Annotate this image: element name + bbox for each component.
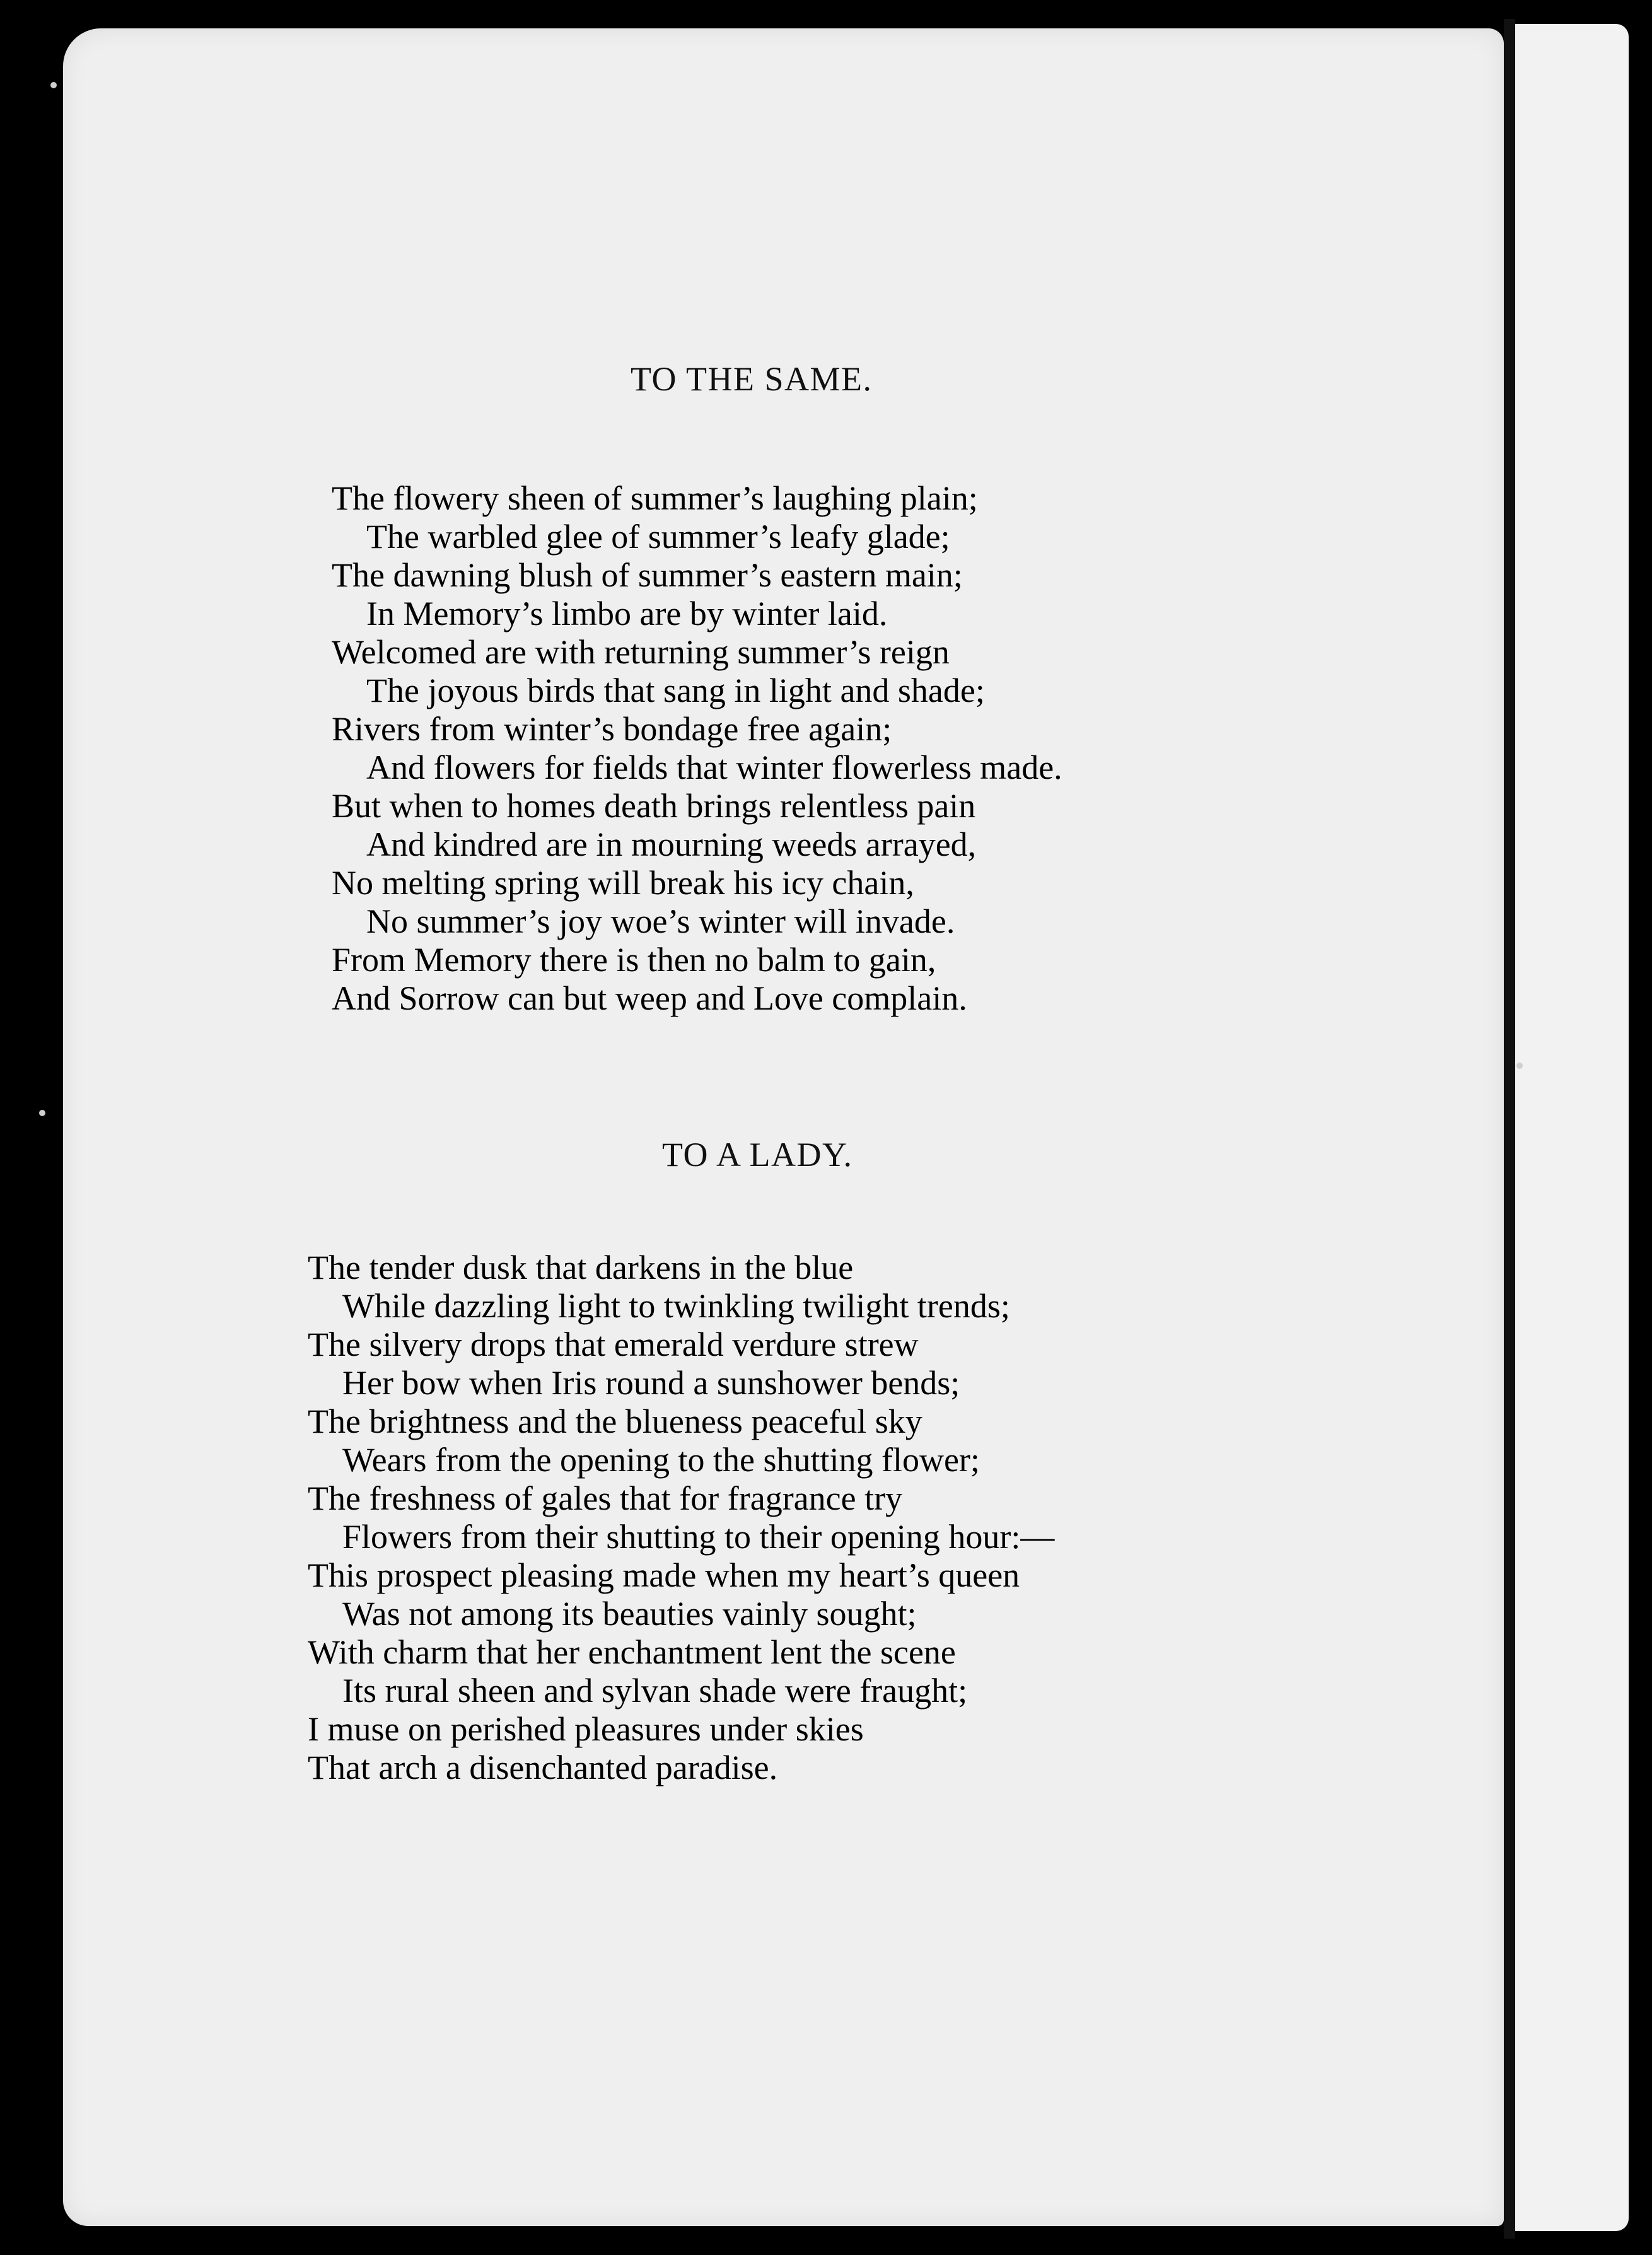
poem-line: And flowers for fields that winter flowerless made.	[366, 749, 1062, 786]
poem-line: Was not among its beauties vainly sought;	[342, 1595, 917, 1633]
scan-speck	[50, 82, 57, 88]
poem-line: The freshness of gales that for fragrance try	[308, 1479, 903, 1517]
poem-line: The flowery sheen of summer’s laughing plain;	[332, 479, 978, 517]
poem-title-to-a-lady: TO A LADY.	[662, 1136, 853, 1174]
poem-line: This prospect pleasing made when my heart’s queen	[308, 1556, 1020, 1594]
poem-line: Rivers from winter’s bondage free again;	[332, 710, 892, 748]
poem-line: But when to homes death brings relentless pain	[332, 787, 976, 825]
poem-line: And Sorrow can but weep and Love complain.	[332, 979, 967, 1017]
poem-line: While dazzling light to twinkling twilight trends;	[342, 1287, 1010, 1325]
scan-speck	[1516, 1063, 1523, 1069]
scan-border	[1629, 19, 1652, 2255]
poem-line: With charm that her enchantment lent the scene	[308, 1633, 956, 1671]
poem-body-to-the-same	[332, 479, 1062, 1018]
poem-line: Wears from the opening to the shutting flower;	[342, 1441, 980, 1479]
poem-line: No summer’s joy woe’s winter will invade.	[366, 902, 955, 940]
poem-body-to-a-lady	[308, 1249, 1054, 1787]
poem-line: The brightness and the blueness peaceful sky	[308, 1402, 922, 1440]
facing-page-edge	[1515, 24, 1629, 2231]
poem-line: The dawning blush of summer’s eastern main;	[332, 556, 963, 594]
poem-line: The tender dusk that darkens in the blue	[308, 1249, 854, 1286]
poem-line: From Memory there is then no balm to gain,	[332, 941, 936, 979]
poem-line: No melting spring will break his icy chain,	[332, 864, 914, 902]
page-gutter	[1504, 19, 1515, 2239]
poem-line: In Memory’s limbo are by winter laid.	[366, 595, 888, 632]
poem-line: Flowers from their shutting to their opening hour:—	[342, 1518, 1055, 1556]
poem-line: Her bow when Iris round a sunshower bends;	[342, 1364, 960, 1402]
poem-title-to-the-same: TO THE SAME.	[631, 360, 873, 398]
poem-line: Welcomed are with returning summer’s reign	[332, 633, 950, 671]
poem-line: And kindred are in mourning weeds arrayed,	[366, 825, 977, 863]
book-page	[63, 28, 1504, 2226]
poem-line: Its rural sheen and sylvan shade were fraught;	[342, 1672, 968, 1710]
poem-line: The joyous birds that sang in light and shade;	[366, 672, 985, 709]
scan-speck	[39, 1110, 45, 1116]
poem-line: The silvery drops that emerald verdure strew	[308, 1326, 919, 1363]
poem-line: That arch a disenchanted paradise.	[308, 1749, 778, 1786]
poem-line: The warbled glee of summer’s leafy glade;	[366, 518, 950, 556]
poem-line: I muse on perished pleasures under skies	[308, 1710, 864, 1748]
